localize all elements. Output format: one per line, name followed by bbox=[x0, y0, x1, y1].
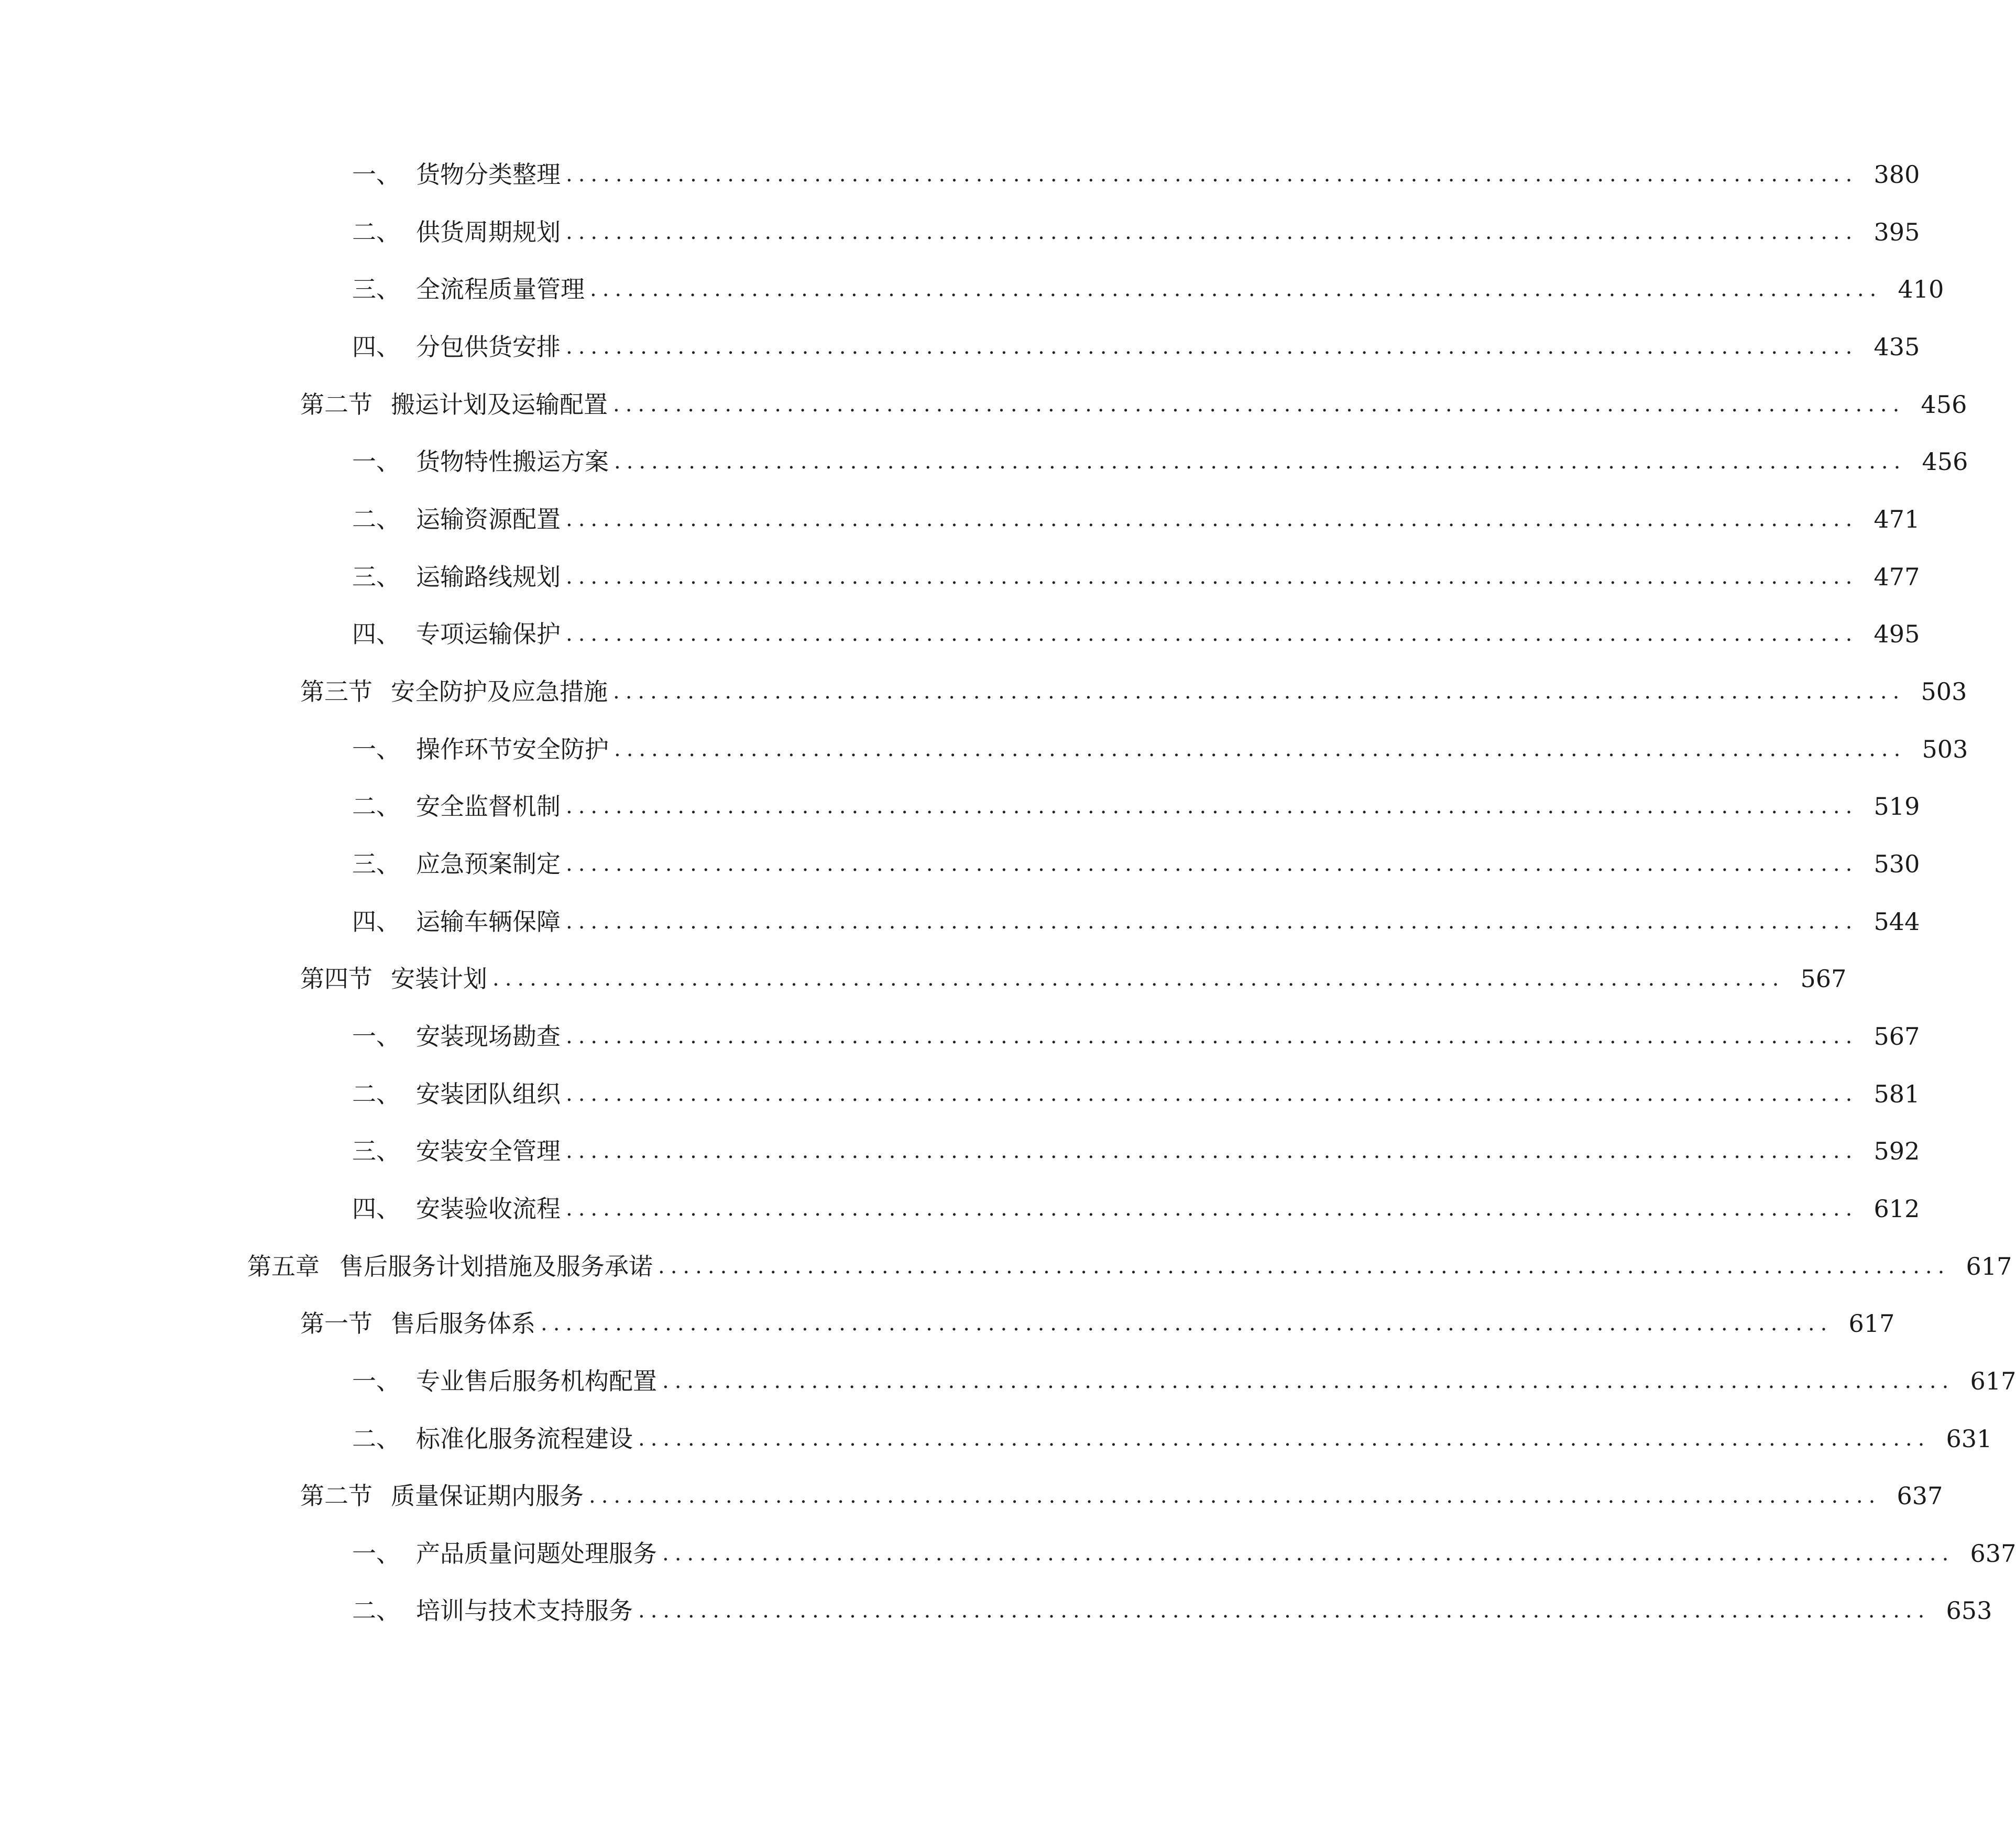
toc-entry-page: 456 bbox=[1922, 447, 1968, 476]
dot-leader: ........................................................................................................ bbox=[638, 1427, 1931, 1451]
toc-entry-number: 二、 bbox=[352, 1080, 400, 1108]
dot-leader: ........................................................................................................ bbox=[662, 1541, 1955, 1566]
toc-entry-number: 三、 bbox=[352, 275, 400, 303]
toc-entry-page: 519 bbox=[1873, 792, 1920, 820]
toc-entry-page: 477 bbox=[1873, 563, 1920, 591]
dot-leader: ........................................................................................................ bbox=[638, 1599, 1931, 1623]
toc-entry-number: 一、 bbox=[352, 447, 400, 476]
toc-entry-page: 410 bbox=[1898, 275, 1944, 303]
toc-entry-number: 二、 bbox=[352, 1596, 400, 1625]
toc-entry-page: 435 bbox=[1873, 333, 1920, 361]
toc-entry[interactable] bbox=[0, 268, 1944, 310]
toc-entry-title: 专项运输保护 bbox=[416, 620, 561, 648]
toc-entry-page: 471 bbox=[1873, 505, 1920, 533]
toc-entry-page: 380 bbox=[1873, 160, 1920, 189]
toc-entry[interactable] bbox=[0, 556, 1920, 598]
toc-entry-number: 二、 bbox=[352, 505, 400, 533]
toc-entry-title: 操作环节安全防护 bbox=[416, 735, 609, 763]
dot-leader: ........................................................................................................ bbox=[566, 565, 1858, 589]
dot-leader: ........................................................................................................ bbox=[566, 162, 1858, 187]
toc-entry-number: 三、 bbox=[352, 563, 400, 591]
dot-leader: ........................................................................................................ bbox=[566, 220, 1858, 244]
toc-entry-page: 637 bbox=[1897, 1482, 1943, 1510]
toc-entry[interactable] bbox=[0, 441, 1968, 483]
dot-leader: ........................................................................................................ bbox=[566, 910, 1858, 934]
toc-entry-page: 637 bbox=[1970, 1539, 2016, 1568]
toc-entry[interactable] bbox=[0, 1245, 2012, 1287]
toc-entry-page: 617 bbox=[1966, 1252, 2012, 1281]
toc-entry-title: 货物特性搬运方案 bbox=[416, 447, 609, 476]
toc-entry-title: 安装验收流程 bbox=[416, 1195, 561, 1223]
toc-entry[interactable] bbox=[0, 498, 1920, 540]
toc-entry[interactable] bbox=[0, 154, 1920, 195]
dot-leader: ........................................................................................................ bbox=[566, 1139, 1858, 1163]
toc-entry[interactable] bbox=[0, 728, 1968, 770]
toc-entry-title: 供货周期规划 bbox=[416, 218, 561, 246]
toc-entry-page: 544 bbox=[1873, 907, 1920, 936]
toc-entry-number: 三、 bbox=[352, 1137, 400, 1165]
toc-entry[interactable] bbox=[0, 1533, 2016, 1574]
toc-entry[interactable] bbox=[0, 1590, 1992, 1632]
toc-entry[interactable] bbox=[0, 785, 1920, 827]
toc-entry-number: 四、 bbox=[352, 333, 400, 361]
toc-entry[interactable] bbox=[0, 1360, 2016, 1402]
toc-entry-title: 分包供货安排 bbox=[416, 333, 561, 361]
toc-entry[interactable] bbox=[0, 211, 1920, 253]
toc-entry-title: 搬运计划及运输配置 bbox=[391, 390, 608, 419]
toc-entry-number: 第五章 bbox=[247, 1252, 320, 1281]
toc-entry-page: 567 bbox=[1873, 1022, 1920, 1051]
toc-entry-page: 631 bbox=[1946, 1425, 1992, 1453]
dot-leader: ........................................................................................................ bbox=[662, 1369, 1955, 1393]
toc-entry-number: 一、 bbox=[352, 735, 400, 763]
toc-entry-title: 培训与技术支持服务 bbox=[416, 1596, 633, 1625]
toc-entry-title: 运输车辆保障 bbox=[416, 907, 561, 936]
toc-entry-number: 一、 bbox=[352, 1022, 400, 1051]
toc-entry[interactable] bbox=[0, 1475, 1943, 1517]
dot-leader: ........................................................................................................ bbox=[614, 450, 1907, 474]
dot-leader: ........................................................................................................ bbox=[566, 852, 1858, 876]
dot-leader: ........................................................................................................ bbox=[590, 277, 1882, 301]
toc-entry-number: 第一节 bbox=[300, 1309, 372, 1338]
toc-entry-title: 安全防护及应急措施 bbox=[391, 677, 608, 706]
toc-entry-title: 应急预案制定 bbox=[416, 850, 561, 878]
toc-entry[interactable] bbox=[0, 1130, 1920, 1172]
toc-entry-title: 运输资源配置 bbox=[416, 505, 561, 533]
toc-entry-number: 第二节 bbox=[300, 1482, 372, 1510]
toc-entry[interactable] bbox=[0, 901, 1920, 943]
toc-entry-number: 四、 bbox=[352, 1195, 400, 1223]
dot-leader: ........................................................................................................ bbox=[566, 622, 1858, 646]
toc-entry-title: 全流程质量管理 bbox=[416, 275, 585, 303]
dot-leader: ........................................................................................................ bbox=[566, 335, 1858, 359]
toc-entry-title: 售后服务计划措施及服务承诺 bbox=[339, 1252, 653, 1281]
toc-entry-title: 安装安全管理 bbox=[416, 1137, 561, 1165]
toc-entry-title: 售后服务体系 bbox=[391, 1309, 535, 1338]
toc-entry-page: 395 bbox=[1873, 218, 1920, 246]
toc-entry-number: 一、 bbox=[352, 1367, 400, 1395]
toc-entry[interactable] bbox=[0, 1015, 1920, 1057]
toc-entry[interactable] bbox=[0, 1303, 1895, 1344]
toc-entry[interactable] bbox=[0, 958, 1847, 1000]
toc-entry-number: 一、 bbox=[352, 1539, 400, 1568]
dot-leader: ........................................................................................................ bbox=[613, 392, 1905, 417]
toc-entry-title: 运输路线规划 bbox=[416, 563, 561, 591]
toc-entry-page: 567 bbox=[1800, 965, 1847, 993]
toc-entry-page: 653 bbox=[1946, 1596, 1992, 1625]
dot-leader: ........................................................................................................ bbox=[566, 1197, 1858, 1221]
toc-entry-number: 四、 bbox=[352, 907, 400, 936]
toc-entry-number: 三、 bbox=[352, 850, 400, 878]
toc-entry-title: 质量保证期内服务 bbox=[391, 1482, 584, 1510]
toc-entry-title: 安装现场勘查 bbox=[416, 1022, 561, 1051]
dot-leader: ........................................................................................................ bbox=[566, 1024, 1858, 1048]
dot-leader: ........................................................................................................ bbox=[658, 1254, 1951, 1278]
toc-entry-title: 货物分类整理 bbox=[416, 160, 561, 189]
toc-entry[interactable] bbox=[0, 1188, 1920, 1230]
toc-entry-page: 456 bbox=[1921, 390, 1967, 419]
toc-entry[interactable] bbox=[0, 1073, 1920, 1115]
dot-leader: ........................................................................................................ bbox=[492, 967, 1785, 991]
toc-entry-page: 530 bbox=[1873, 850, 1920, 878]
toc-entry[interactable] bbox=[0, 384, 1967, 425]
dot-leader: ........................................................................................................ bbox=[613, 680, 1905, 704]
dot-leader: ........................................................................................................ bbox=[566, 794, 1858, 818]
toc-entry-page: 495 bbox=[1873, 620, 1920, 648]
dot-leader: ........................................................................................................ bbox=[566, 1082, 1858, 1106]
toc-entry-number: 二、 bbox=[352, 218, 400, 246]
dot-leader: ........................................................................................................ bbox=[614, 737, 1907, 761]
toc-entry-number: 二、 bbox=[352, 792, 400, 820]
toc-entry-number: 二、 bbox=[352, 1425, 400, 1453]
toc-entry-number: 第四节 bbox=[300, 965, 372, 993]
toc-entry-number: 四、 bbox=[352, 620, 400, 648]
toc-entry-page: 503 bbox=[1921, 677, 1967, 706]
dot-leader: ........................................................................................................ bbox=[566, 507, 1858, 531]
toc-entry-title: 产品质量问题处理服务 bbox=[416, 1539, 657, 1568]
toc-entry-number: 一、 bbox=[352, 160, 400, 189]
toc-entry-title: 安装团队组织 bbox=[416, 1080, 561, 1108]
dot-leader: ........................................................................................................ bbox=[541, 1311, 1833, 1336]
toc-entry-title: 安装计划 bbox=[391, 965, 487, 993]
toc-entry[interactable] bbox=[0, 843, 1920, 885]
toc-entry-number: 第三节 bbox=[300, 677, 372, 706]
toc-entry-page: 612 bbox=[1873, 1195, 1920, 1223]
toc-entry-number: 第二节 bbox=[300, 390, 372, 419]
toc-entry[interactable] bbox=[0, 671, 1967, 713]
toc-entry-page: 592 bbox=[1873, 1137, 1920, 1165]
toc-entry-page: 581 bbox=[1873, 1080, 1920, 1108]
toc-entry-page: 617 bbox=[1848, 1309, 1895, 1338]
toc-entry[interactable] bbox=[0, 1418, 1992, 1460]
toc-entry-title: 专业售后服务机构配置 bbox=[416, 1367, 657, 1395]
toc-entry-page: 503 bbox=[1922, 735, 1968, 763]
toc-entry-title: 安全监督机制 bbox=[416, 792, 561, 820]
toc-entry-page: 617 bbox=[1970, 1367, 2016, 1395]
toc-entry-title: 标准化服务流程建设 bbox=[416, 1425, 633, 1453]
dot-leader: ........................................................................................................ bbox=[589, 1484, 1881, 1508]
toc-entry[interactable] bbox=[0, 326, 1920, 368]
toc-entry[interactable] bbox=[0, 613, 1920, 655]
